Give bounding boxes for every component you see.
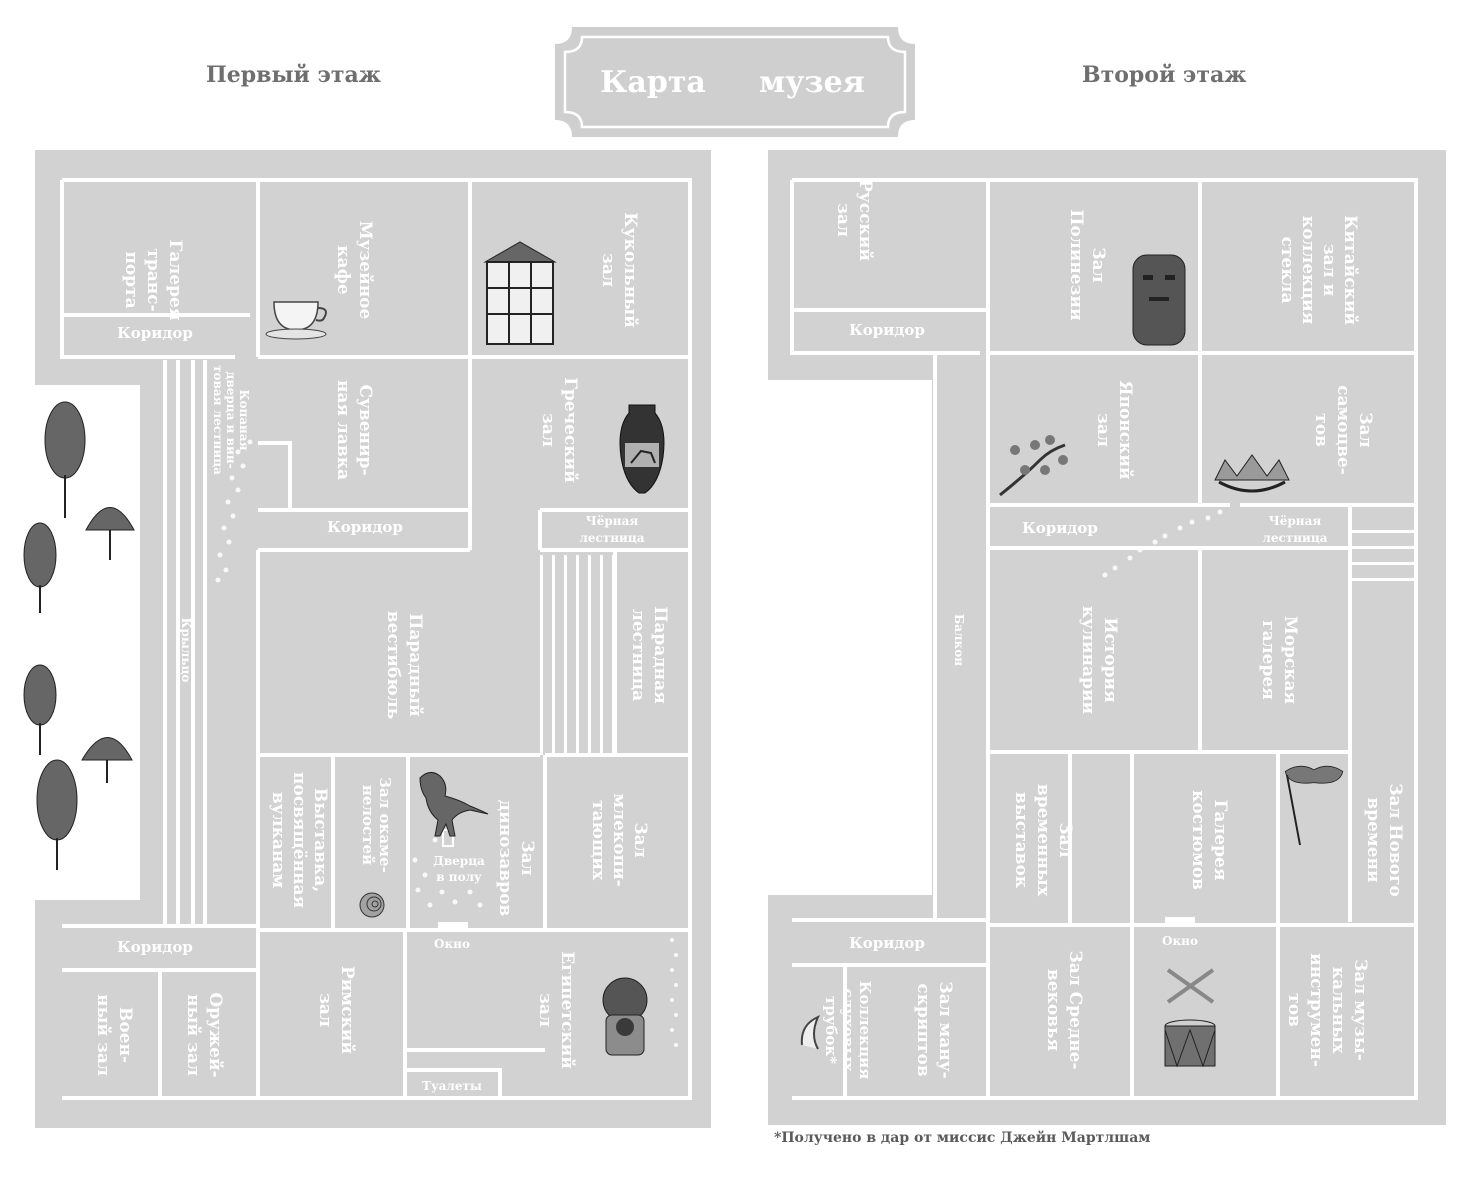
svg-text:Чёрнаялестница: Чёрная лестница [579,514,645,545]
title-plaque [550,22,920,142]
ammonite-icon [360,893,384,917]
svg-text:Копанаядверца и вин-товая лест: Копанаядверца и вин-товая лестница [211,365,251,475]
svg-text:Китайскийзал иколлекциястекла: Китайскийзал иколлекциястекла [1277,214,1360,326]
svg-text:Параднаялестница: Параднаялестница [628,606,670,704]
svg-text:Музейноекафе: Музейноекафе [333,220,375,320]
drum-icon [1165,1020,1215,1066]
svg-text:Коридор: Коридор [849,321,925,339]
svg-text:Галереякостюмов: Галереякостюмов [1188,790,1230,890]
svg-text:Коллекцияслуховыхтрубок*: Коллекцияслуховыхтрубок* [822,980,874,1080]
svg-text:Коридор: Коридор [327,518,403,536]
svg-text:Залмлекопи-тающих: Залмлекопи-тающих [588,793,650,887]
svg-text:Туалеты: Туалеты [422,1079,482,1093]
svg-text:Воен-ный зал: Воен-ный зал [93,994,135,1076]
svg-text:Зал ману-скриптов: Зал ману-скриптов [913,981,955,1079]
svg-text:Галереятранс-порта: Галереятранс-порта [121,239,185,321]
second-floor-heading: Второй этаж [1082,62,1247,88]
svg-text:Выставка,посвящённаявулканам: Выставка,посвящённаявулканам [268,771,330,909]
svg-text:Историякулинарии: Историякулинарии [1078,605,1120,715]
svg-text:Балкон: Балкон [952,614,966,666]
svg-text:Залвременныхвыставок: Залвременныхвыставок [1011,783,1075,897]
svg-text:Римскийзал: Римскийзал [315,965,357,1055]
dollhouse-icon [485,242,555,344]
svg-text:Зал музы-кальныхинструмен-тов: Зал музы-кальныхинструмен-тов [1284,953,1370,1067]
svg-text:Окно: Окно [434,937,470,951]
footnote: *Получено в дар от миссис Джейн Мартлшам [774,1130,1151,1146]
title-word-1: Карта [600,65,706,100]
svg-text:Парадныйвестибюль: Парадныйвестибюль [383,610,425,720]
egyptian-statue-icon [603,978,647,1055]
svg-text:Внутреннийдвор и сад: Внутреннийдвор и сад [78,599,120,721]
svg-text:Зал Средне-вековья: Зал Средне-вековья [1043,950,1085,1070]
svg-text:Коридор: Коридор [117,324,193,342]
svg-text:Русскийзал: Русскийзал [833,179,875,261]
svg-text:Окно: Окно [1162,934,1198,948]
svg-text:Чёрнаялестница: Чёрная лестница [1262,514,1328,545]
svg-text:Дверцав полу: Дверца в полу [433,854,485,884]
svg-text:Кукольныйзал: Кукольныйзал [598,212,640,328]
svg-text:Греческийзал: Греческийзал [538,377,580,483]
svg-text:Зал окаме-нелостей: Зал окаме-нелостей [359,777,394,873]
first-floor-map [0,140,720,1140]
svg-text:Коридор: Коридор [849,934,925,952]
first-floor-heading: Первый этаж [206,62,381,88]
svg-text:Египетскийзал: Египетскийзал [535,951,577,1069]
title-word-2: музея [759,65,865,100]
second-floor-map [760,140,1460,1140]
svg-text:Морскаягалерея: Морскаягалерея [1258,615,1300,705]
polynesian-head-icon [1133,255,1185,345]
svg-text:Японскийзал: Японскийзал [1093,380,1135,480]
svg-text:Залсамоцве-тов: Залсамоцве-тов [1311,385,1375,475]
svg-text:ЗалПолинезии: ЗалПолинезии [1066,209,1108,321]
svg-text:Крыльцо: Крыльцо [179,617,193,683]
svg-text:Коридор: Коридор [1022,519,1098,537]
svg-text:Сувенир-ная лавка: Сувенир-ная лавка [333,379,375,481]
svg-text:Залдинозавров: Залдинозавров [495,799,537,917]
svg-text:Коридор: Коридор [117,938,193,956]
svg-text:Зал Новоговремени: Зал Новоговремени [1363,783,1405,897]
svg-text:Оружей-ный зал: Оружей-ный зал [183,992,225,1078]
